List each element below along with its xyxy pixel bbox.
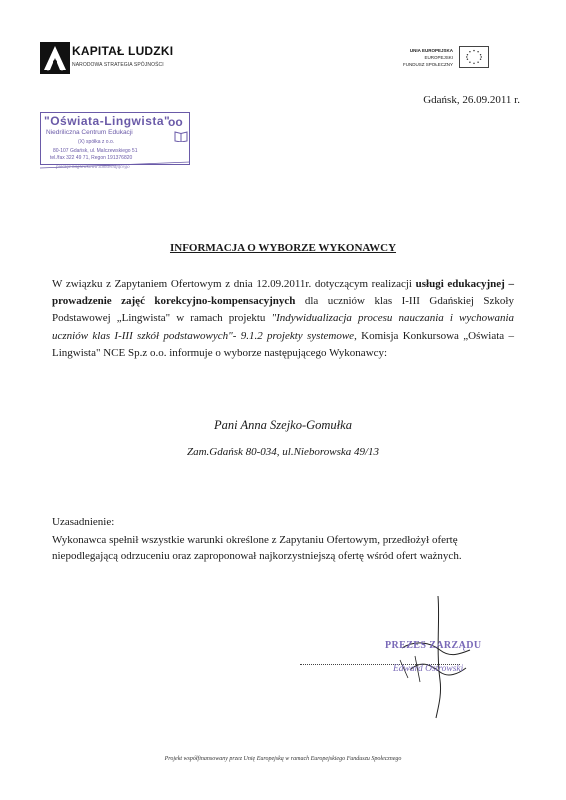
logo-subtitle: NARODOWA STRATEGIA SPÓJNOŚCI xyxy=(72,62,164,68)
winner-address: Zam.Gdańsk 80-034, ul.Nieborowska 49/13 xyxy=(186,446,380,458)
justification-text: Wykonawca spełnił wszystkie warunki określone z Zapytaniu Ofertowym, przedłożył ofertę niepodlegającą odrzuceniu oraz zaproponował najkorzystniejszą ofertę wśród ofert ważnych. xyxy=(52,534,462,562)
body-text-1: W związku z Zapytaniem Ofertowym z dnia 12.09.2011r. dotyczącym realizacji xyxy=(52,278,416,290)
signature-role: PREZES ZARZĄDU xyxy=(385,640,482,651)
signature-name: Edward Ostrowski xyxy=(393,664,464,674)
eu-flag-icon xyxy=(459,46,489,68)
body-service-bold: usługi edukacyjnej – prowadzenie zajęć korekcyjno-kompensacyjnych xyxy=(52,278,514,308)
footer-note: Projekt współfinansowany przez Unię Europejską w ramach Europejskiego Funduszu Społecznego xyxy=(164,756,402,762)
body-text-2: dla uczniów klas I-III Gdańskiej Szkoły Podstawowej „Lingwista" w ramach projektu xyxy=(52,295,514,325)
winner-name: Pani Anna Szejko-Gomułka xyxy=(214,418,352,432)
kapital-ludzki-logo-icon xyxy=(40,42,70,74)
body-paragraph xyxy=(52,276,514,362)
eu-line-2: EUROPEJSKI xyxy=(424,55,453,60)
document-title: INFORMACJA O WYBORZE WYKONAWCY xyxy=(169,242,397,254)
book-icon xyxy=(174,130,188,142)
handwritten-signature-icon xyxy=(290,590,530,720)
logo-title: KAPITAŁ LUDZKI xyxy=(72,44,174,58)
body-text-3: , Komisja Konkursowa „Oświata – Lingwista" NCE Sp.z o.o. informuje o wyborze następującego Wykonawcy: xyxy=(52,329,515,359)
document-date: Gdańsk, 26.09.2011 r. xyxy=(423,94,520,106)
stamp-phone: tel./fax 322 49 71, Regon 191376820 xyxy=(50,155,133,161)
justification-label: Uzasadnienie: xyxy=(52,516,115,528)
stamp-center: Niedriliczna Centrum Edukacji xyxy=(46,129,133,136)
eu-line-3: FUNDUSZ SPOŁECZNY xyxy=(402,62,453,67)
stamp-company-type: (X) spółka z o.o. xyxy=(78,139,115,145)
stamp-logo-oo: oo xyxy=(168,115,183,129)
stamp-address: 80-107 Gdańsk, ul. Malczewskiego 51 xyxy=(53,148,138,154)
stamp-company-name: "Oświata-Lingwista" xyxy=(44,114,171,128)
eu-text xyxy=(398,47,453,68)
stamp-caption: pieczęć nagłówkowa zamawiającego xyxy=(56,165,130,170)
eu-line-1: UNIA EUROPEJSKA xyxy=(409,48,453,53)
body-project-italic: "Indywidualizacja procesu nauczania i wychowania uczniów klas I-III szkół podstawowych"- 9.1.2 projekty systemowe xyxy=(52,312,515,342)
